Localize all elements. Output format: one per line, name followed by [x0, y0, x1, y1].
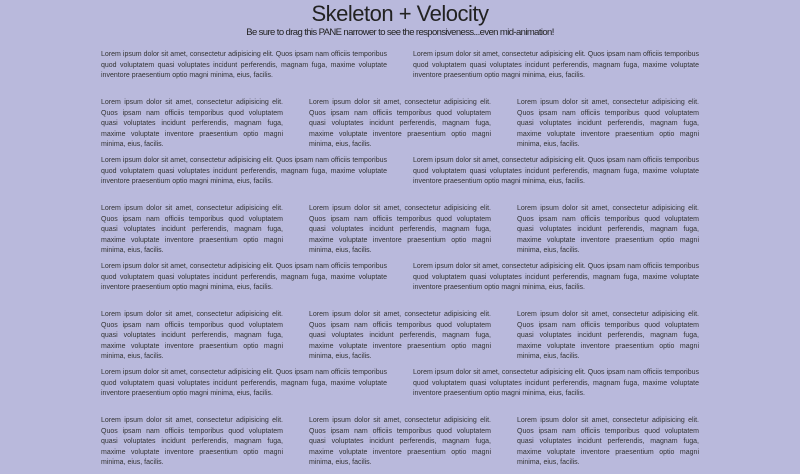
- lorem-paragraph: Lorem ipsum dolor sit amet, consectetur adipisicing elit. Quos ipsam nam officiis temporibus quod voluptatem quasi voluptates incidunt perferendis, magnam fuga, maxime voluptate inventore praesentium optio magni minima, eius, facilis.: [101, 157, 387, 185]
- lorem-paragraph: Lorem ipsum dolor sit amet, consectetur adipisicing elit. Quos ipsam nam officiis temporibus quod voluptatem quasi voluptates incidunt perferendis, magnam fuga, maxime voluptate inventore praesentium optio magni minima, eius, facilis.: [101, 205, 283, 254]
- page-title: Skeleton + Velocity: [311, 1, 489, 26]
- lorem-paragraph: Lorem ipsum dolor sit amet, consectetur adipisicing elit. Quos ipsam nam officiis temporibus quod voluptatem quasi voluptates incidunt perferendis, magnam fuga, maxime voluptate inventore praesentium optio magni minima, eius, facilis.: [101, 51, 387, 79]
- content-row: [101, 310, 699, 368]
- content-row: [101, 204, 699, 262]
- lorem-paragraph: Lorem ipsum dolor sit amet, consectetur adipisicing elit. Quos ipsam nam officiis temporibus quod voluptatem quasi voluptates incidunt perferendis, magnam fuga, maxime voluptate inventore praesentium optio magni minima, eius, facilis.: [309, 417, 491, 466]
- lorem-paragraph: Lorem ipsum dolor sit amet, consectetur adipisicing elit. Quos ipsam nam officiis temporibus quod voluptatem quasi voluptates incidunt perferendis, magnam fuga, maxime voluptate inventore praesentium optio magni minima, eius, facilis.: [101, 369, 387, 397]
- lorem-paragraph: Lorem ipsum dolor sit amet, consectetur adipisicing elit. Quos ipsam nam officiis temporibus quod voluptatem quasi voluptates incidunt perferendis, magnam fuga, maxime voluptate inventore praesentium optio magni minima, eius, facilis.: [413, 51, 699, 79]
- content-row: [101, 416, 699, 474]
- content-row: [101, 98, 699, 156]
- lorem-paragraph: Lorem ipsum dolor sit amet, consectetur adipisicing elit. Quos ipsam nam officiis temporibus quod voluptatem quasi voluptates incidunt perferendis, magnam fuga, maxime voluptate inventore praesentium optio magni minima, eius, facilis.: [101, 417, 283, 466]
- lorem-paragraph: Lorem ipsum dolor sit amet, consectetur adipisicing elit. Quos ipsam nam officiis temporibus quod voluptatem quasi voluptates incidunt perferendis, magnam fuga, maxime voluptate inventore praesentium optio magni minima, eius, facilis.: [517, 205, 699, 254]
- lorem-paragraph: Lorem ipsum dolor sit amet, consectetur adipisicing elit. Quos ipsam nam officiis temporibus quod voluptatem quasi voluptates incidunt perferendis, magnam fuga, maxime voluptate inventore praesentium optio magni minima, eius, facilis.: [309, 99, 491, 148]
- lorem-paragraph: Lorem ipsum dolor sit amet, consectetur adipisicing elit. Quos ipsam nam officiis temporibus quod voluptatem quasi voluptates incidunt perferendis, magnam fuga, maxime voluptate inventore praesentium optio magni minima, eius, facilis.: [413, 369, 699, 397]
- content-row: [101, 368, 699, 416]
- lorem-paragraph: Lorem ipsum dolor sit amet, consectetur adipisicing elit. Quos ipsam nam officiis temporibus quod voluptatem quasi voluptates incidunt perferendis, magnam fuga, maxime voluptate inventore praesentium optio magni minima, eius, facilis.: [517, 99, 699, 148]
- content-grid: [101, 50, 699, 474]
- lorem-paragraph: Lorem ipsum dolor sit amet, consectetur adipisicing elit. Quos ipsam nam officiis temporibus quod voluptatem quasi voluptates incidunt perferendis, magnam fuga, maxime voluptate inventore praesentium optio magni minima, eius, facilis.: [517, 417, 699, 466]
- content-row: [101, 156, 699, 204]
- lorem-paragraph: Lorem ipsum dolor sit amet, consectetur adipisicing elit. Quos ipsam nam officiis temporibus quod voluptatem quasi voluptates incidunt perferendis, magnam fuga, maxime voluptate inventore praesentium optio magni minima, eius, facilis.: [413, 157, 699, 185]
- lorem-paragraph: Lorem ipsum dolor sit amet, consectetur adipisicing elit. Quos ipsam nam officiis temporibus quod voluptatem quasi voluptates incidunt perferendis, magnam fuga, maxime voluptate inventore praesentium optio magni minima, eius, facilis.: [517, 311, 699, 360]
- lorem-paragraph: Lorem ipsum dolor sit amet, consectetur adipisicing elit. Quos ipsam nam officiis temporibus quod voluptatem quasi voluptates incidunt perferendis, magnam fuga, maxime voluptate inventore praesentium optio magni minima, eius, facilis.: [309, 205, 491, 254]
- lorem-paragraph: Lorem ipsum dolor sit amet, consectetur adipisicing elit. Quos ipsam nam officiis temporibus quod voluptatem quasi voluptates incidunt perferendis, magnam fuga, maxime voluptate inventore praesentium optio magni minima, eius, facilis.: [101, 99, 283, 148]
- content-row: [101, 50, 699, 98]
- lorem-paragraph: Lorem ipsum dolor sit amet, consectetur adipisicing elit. Quos ipsam nam officiis temporibus quod voluptatem quasi voluptates incidunt perferendis, magnam fuga, maxime voluptate inventore praesentium optio magni minima, eius, facilis.: [101, 311, 283, 360]
- lorem-paragraph: Lorem ipsum dolor sit amet, consectetur adipisicing elit. Quos ipsam nam officiis temporibus quod voluptatem quasi voluptates incidunt perferendis, magnam fuga, maxime voluptate inventore praesentium optio magni minima, eius, facilis.: [413, 263, 699, 291]
- lorem-paragraph: Lorem ipsum dolor sit amet, consectetur adipisicing elit. Quos ipsam nam officiis temporibus quod voluptatem quasi voluptates incidunt perferendis, magnam fuga, maxime voluptate inventore praesentium optio magni minima, eius, facilis.: [309, 311, 491, 360]
- lorem-paragraph: Lorem ipsum dolor sit amet, consectetur adipisicing elit. Quos ipsam nam officiis temporibus quod voluptatem quasi voluptates incidunt perferendis, magnam fuga, maxime voluptate inventore praesentium optio magni minima, eius, facilis.: [101, 263, 387, 291]
- page-subtitle: Be sure to drag this PANE narrower to see the responsiveness...even mid-animation!: [246, 27, 554, 38]
- content-row: [101, 262, 699, 310]
